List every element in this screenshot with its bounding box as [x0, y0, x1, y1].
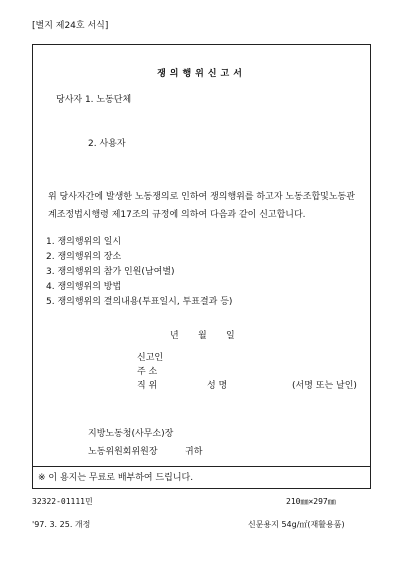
item-method: 4. 쟁의행위의 방법 [46, 282, 122, 292]
footer-code: 32322-01111민 [32, 497, 93, 506]
item-location: 2. 쟁의행위의 장소 [46, 252, 122, 262]
reporter-name: 성 명 [207, 381, 228, 391]
footer-paper-type: 신문용지 54g/㎡(재활용품) [248, 520, 345, 529]
reporter-position: 직 위 [137, 381, 158, 391]
notice-text: ※ 이 용지는 무료로 배부하여 드립니다. [38, 473, 194, 483]
footer-paper-size: 210㎜×297㎜ [286, 497, 336, 506]
date-day: 일 [226, 331, 235, 341]
footer-revision: '97. 3. 25. 개정 [32, 520, 91, 529]
item-datetime: 1. 쟁의행위의 일시 [46, 237, 122, 247]
party-labor-union: 당사자 1. 노동단체 [56, 95, 132, 105]
item-resolution: 5. 쟁의행위의 결의내용(투표일시, 투표결과 등) [46, 297, 233, 307]
recipient-honorific: 귀하 [185, 447, 203, 457]
recipient-labor-office: 지방노동청(사무소)장 [88, 429, 174, 439]
body-text: 위 당사자간에 발생한 노동쟁의로 인하여 쟁의행위를 하고자 노동조합및노동관계조정법시행령 제17조의 규정에 의하여 다음과 같이 신고합니다. [48, 192, 355, 220]
reporter-label: 신고인 [137, 353, 164, 363]
reporter-signature: (서명 또는 날인) [292, 381, 357, 391]
recipient-labor-committee: 노동위원회위원장 [88, 447, 158, 457]
date-month: 월 [198, 331, 207, 341]
party-employer: 2. 사용자 [88, 139, 126, 149]
form-title: 쟁의행위신고서 [157, 69, 246, 79]
form-code: [별지 제24호 서식] [32, 21, 109, 31]
reporter-address: 주 소 [137, 367, 158, 377]
notice-divider [32, 466, 371, 467]
item-participants: 3. 쟁의행위의 참가 인원(남여별) [46, 267, 175, 277]
date-year: 년 [170, 331, 179, 341]
